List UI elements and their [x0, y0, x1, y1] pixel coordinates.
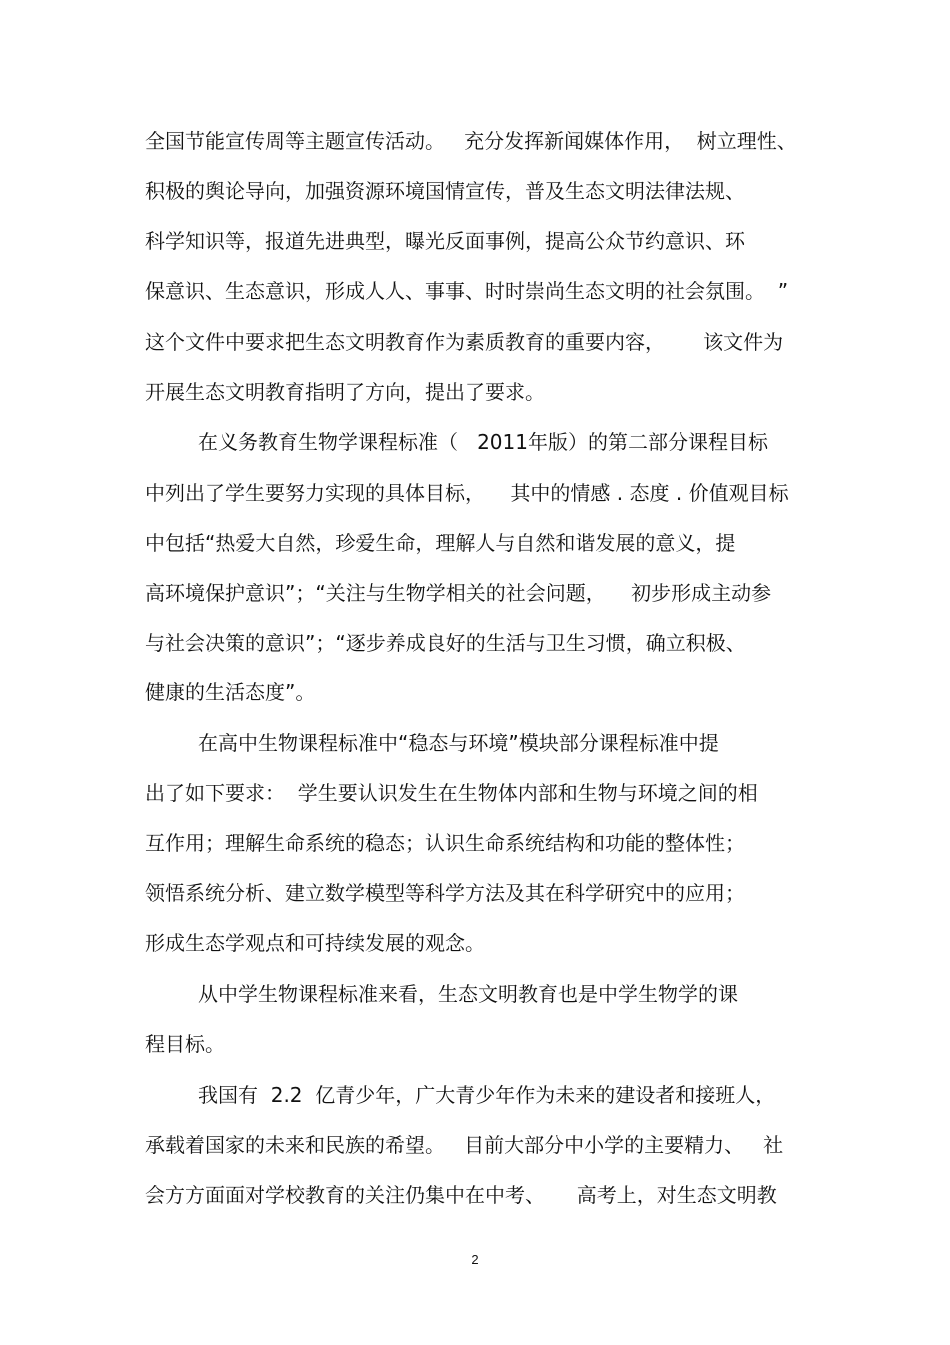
- text-line: 科学知识等，报道先进典型，曝光反面事例，提高公众节约意识、环: [145, 229, 745, 253]
- text-line: 中列出了学生要努力实现的具体目标， 其中的情感 . 态度 . 价值观目标: [145, 481, 789, 505]
- text-line: 在义务教育生物学课程标准（ 2011年版）的第二部分课程目标: [198, 430, 768, 454]
- text-line: 我国有 2.2 亿青少年，广大青少年作为未来的建设者和接班人，: [198, 1083, 776, 1107]
- text-line: 承载着国家的未来和民族的希望。 目前大部分中小学的主要精力、 社: [145, 1133, 784, 1157]
- text-line: 与社会决策的意识”；“逐步养成良好的生活与卫生习惯，确立积极、: [145, 631, 746, 655]
- text-line: 领悟系统分析、建立数学模型等科学方法及其在科学研究中的应用；: [145, 881, 745, 905]
- text-line: 会方方面面对学校教育的关注仍集中在中考、 高考上，对生态文明教: [145, 1183, 777, 1207]
- text-line: 高环境保护意识”；“关注与生物学相关的社会问题， 初步形成主动参: [145, 581, 772, 605]
- text-line: 在高中生物课程标准中“稳态与环境”模块部分课程标准中提: [198, 731, 719, 755]
- text-line: 积极的舆论导向，加强资源环境国情宣传，普及生态文明法律法规、: [145, 179, 745, 203]
- page-number: 2: [471, 1252, 479, 1267]
- text-line: 从中学生物课程标准来看，生态文明教育也是中学生物学的课: [198, 982, 738, 1006]
- text-line: 保意识、生态意识，形成人人、事事、时时崇尚生态文明的社会氛围。 ”: [145, 279, 789, 303]
- text-line: 出了如下要求： 学生要认识发生在生物体内部和生物与环境之间的相: [145, 781, 758, 805]
- text-line: 程目标。: [145, 1032, 225, 1056]
- text-line: 形成生态学观点和可持续发展的观念。: [145, 931, 485, 955]
- text-line: 开展生态文明教育指明了方向，提出了要求。: [145, 380, 545, 404]
- text-line: 全国节能宣传周等主题宣传活动。 充分发挥新闻媒体作用， 树立理性、: [145, 129, 797, 153]
- text-line: 中包括“热爱大自然，珍爱生命，理解人与自然和谐发展的意义，提: [145, 531, 736, 555]
- text-line: 互作用；理解生命系统的稳态；认识生命系统结构和功能的整体性；: [145, 831, 745, 855]
- text-line: 健康的生活态度”。: [145, 680, 316, 704]
- text-line: 这个文件中要求把生态文明教育作为素质教育的重要内容， 该文件为: [145, 330, 784, 354]
